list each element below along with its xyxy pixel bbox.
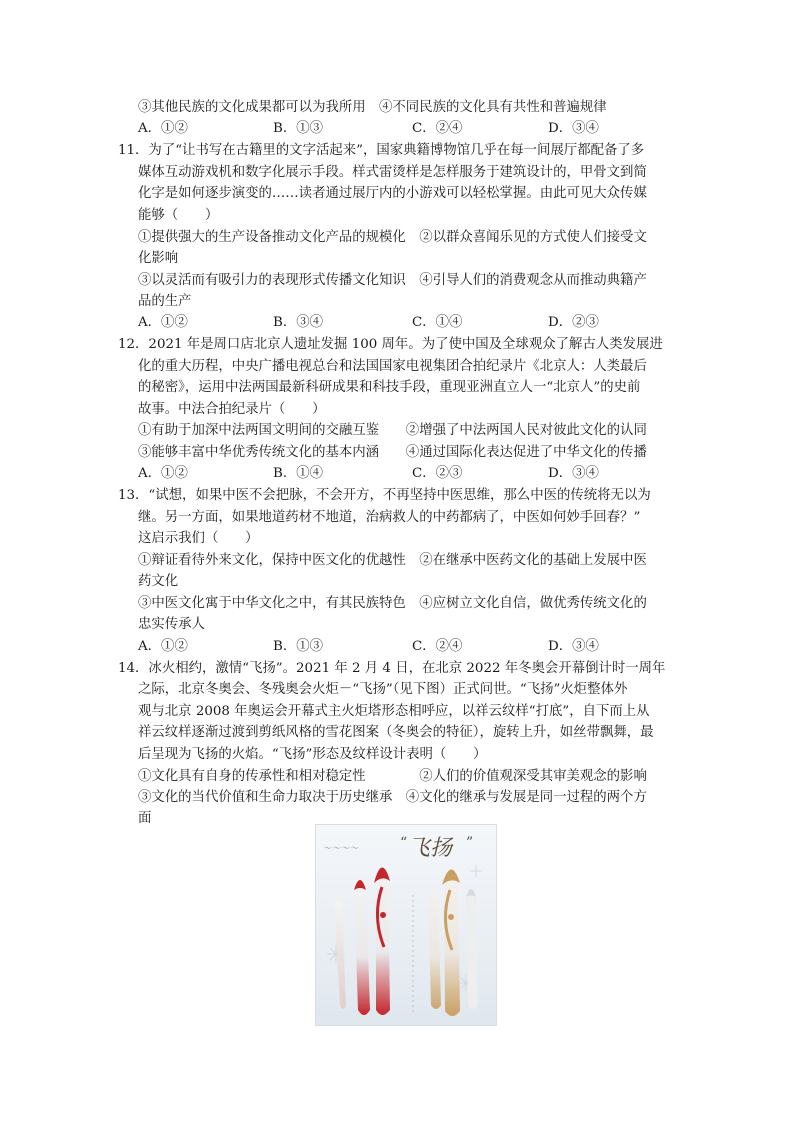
q13-option-c[interactable]: C．②④ [412, 639, 463, 654]
q11-statement: ①提供强大的生产设备推动文化产品的规模化 ②以群众喜闻乐见的方式使人们接受文 [138, 230, 647, 245]
q11-stem-line: 能够（ ） [138, 208, 219, 223]
q14-stem-line: 14．冰火相约，激情“飞扬”。2021 年 2 月 4 日，在北京 2022 年冬奥会开幕倒计时一周年 [118, 661, 666, 676]
q11-statement: 品的生产 [138, 294, 192, 309]
figure-title: 飞扬 [408, 836, 453, 861]
q14-stem-line: 后呈现为飞扬的火焰。“飞扬”形态及纹样设计表明（ ） [138, 747, 487, 762]
svg-text:“: “ [400, 835, 408, 851]
q10-option-a[interactable]: A．①② [138, 121, 188, 136]
gold-torch-icon [428, 869, 478, 1016]
q12-statement: ①有助于加深中法两国文明间的交融互鉴 ②增强了中法两国人民对彼此文化的认同 [138, 423, 647, 438]
q11-statement: 化影响 [138, 251, 179, 266]
svg-text:”: ” [466, 835, 474, 851]
q13-option-a[interactable]: A．①② [138, 639, 188, 654]
q12-option-c[interactable]: C．②③ [412, 466, 463, 481]
q12-option-a[interactable]: A．①② [138, 466, 188, 481]
q12-option-d[interactable]: D．③④ [548, 466, 599, 481]
q14-stem-line: 祥云纹样逐渐过渡到剪纸风格的雪花图案（冬奥会的特征），旋转上升，如丝带飘舞，最 [138, 725, 654, 740]
q11-statement: ③以灵活而有吸引力的表现形式传播文化知识 ④引导人们的消费观念从而推动典籍产 [138, 273, 647, 288]
q10-option-b[interactable]: B．①③ [273, 121, 324, 136]
q11-option-b[interactable]: B．③④ [273, 315, 324, 330]
q14-statement: ①文化具有自身的传承性和相对稳定性 ②人们的价值观深受其审美观念的影响 [138, 769, 647, 784]
q13-statement: ①辩证看待外来文化，保持中医文化的优越性 ②在继承中医药文化的基础上发展中医 [138, 553, 647, 568]
q10-option-c[interactable]: C．②④ [412, 121, 463, 136]
q11-option-d[interactable]: D．②③ [548, 315, 599, 330]
q14-statement: ③文化的当代价值和生命力取决于历史继承 ④文化的继承与发展是同一过程的两个方 [138, 790, 647, 805]
q13-option-d[interactable]: D．③④ [548, 639, 599, 654]
q13-stem-line: 继。另一方面，如果地道药材不地道，治病救人的中药都病了，中医如何妙手回春？” [138, 510, 641, 525]
q13-option-b[interactable]: B．①③ [273, 639, 324, 654]
q10-statements: ③其他民族的文化成果都可以为我所用 ④不同民族的文化具有共性和普遍规律 [138, 100, 607, 115]
torch-figure [315, 824, 497, 1026]
torch-illustration [316, 825, 496, 1025]
q14-stem-line: 之际，北京冬奥会、冬残奥会火炬－“飞扬”（见下图）正式问世。“飞扬”火炬整体外 [138, 682, 628, 697]
q13-statement: 药文化 [138, 574, 179, 589]
red-torch-icon [334, 867, 390, 1015]
q12-stem-line: 的秘密》，运用中法两国最新科研成果和科技手段，重现亚洲直立人一“北京人”的史前 [138, 380, 641, 395]
q11-option-a[interactable]: A．①② [138, 315, 188, 330]
q12-stem-line: 化的重大历程，中央广播电视总台和法国国家电视集团合拍纪录片《北京人：人类最后 [138, 359, 647, 374]
q13-stem-line: 这启示我们（ ） [138, 531, 259, 546]
q11-stem-line: 媒体互动游戏机和数字化展示手段。样式雷烫样是怎样服务于建筑设计的，甲骨文到简 [138, 165, 647, 180]
q14-statement: 面 [138, 811, 152, 826]
q11-stem-line: 化字是如何逐步演变的……读者通过展厅内的小游戏可以轻松掌握。由此可见大众传媒 [138, 186, 647, 201]
q11-option-c[interactable]: C．①④ [412, 315, 463, 330]
q12-option-b[interactable]: B．①④ [273, 466, 324, 481]
svg-text:～～～～: ～～～～ [322, 844, 359, 854]
q14-stem-line: 观与北京 2008 年奥运会开幕式主火炬塔形态相呼应，以祥云纹样“打底”，自下而上从 [138, 704, 650, 719]
q13-stem-line: 13．“试想，如果中医不会把脉，不会开方，不再坚持中医思维，那么中医的传统将无以为 [118, 488, 651, 503]
q12-statement: ③能够丰富中华优秀传统文化的基本内涵 ④通过国际化表达促进了中华文化的传播 [138, 445, 647, 460]
q10-option-d[interactable]: D．③④ [548, 121, 599, 136]
q13-statement: 忠实传承人 [138, 617, 205, 632]
q11-stem-line: 11．为了“让书写在古籍里的文字活起来”，国家典籍博物馆几乎在每一间展厅都配备了多 [118, 143, 645, 158]
q12-stem-line: 故事。中法合拍纪录片（ ） [138, 402, 326, 417]
q13-statement: ③中医文化寓于中华文化之中，有其民族特色 ④应树立文化自信，做优秀传统文化的 [138, 596, 647, 611]
q12-stem-line: 12．2021 年是周口店北京人遗址发掘 100 周年。为了使中国及全球观众了解古人类发展进 [118, 337, 663, 352]
